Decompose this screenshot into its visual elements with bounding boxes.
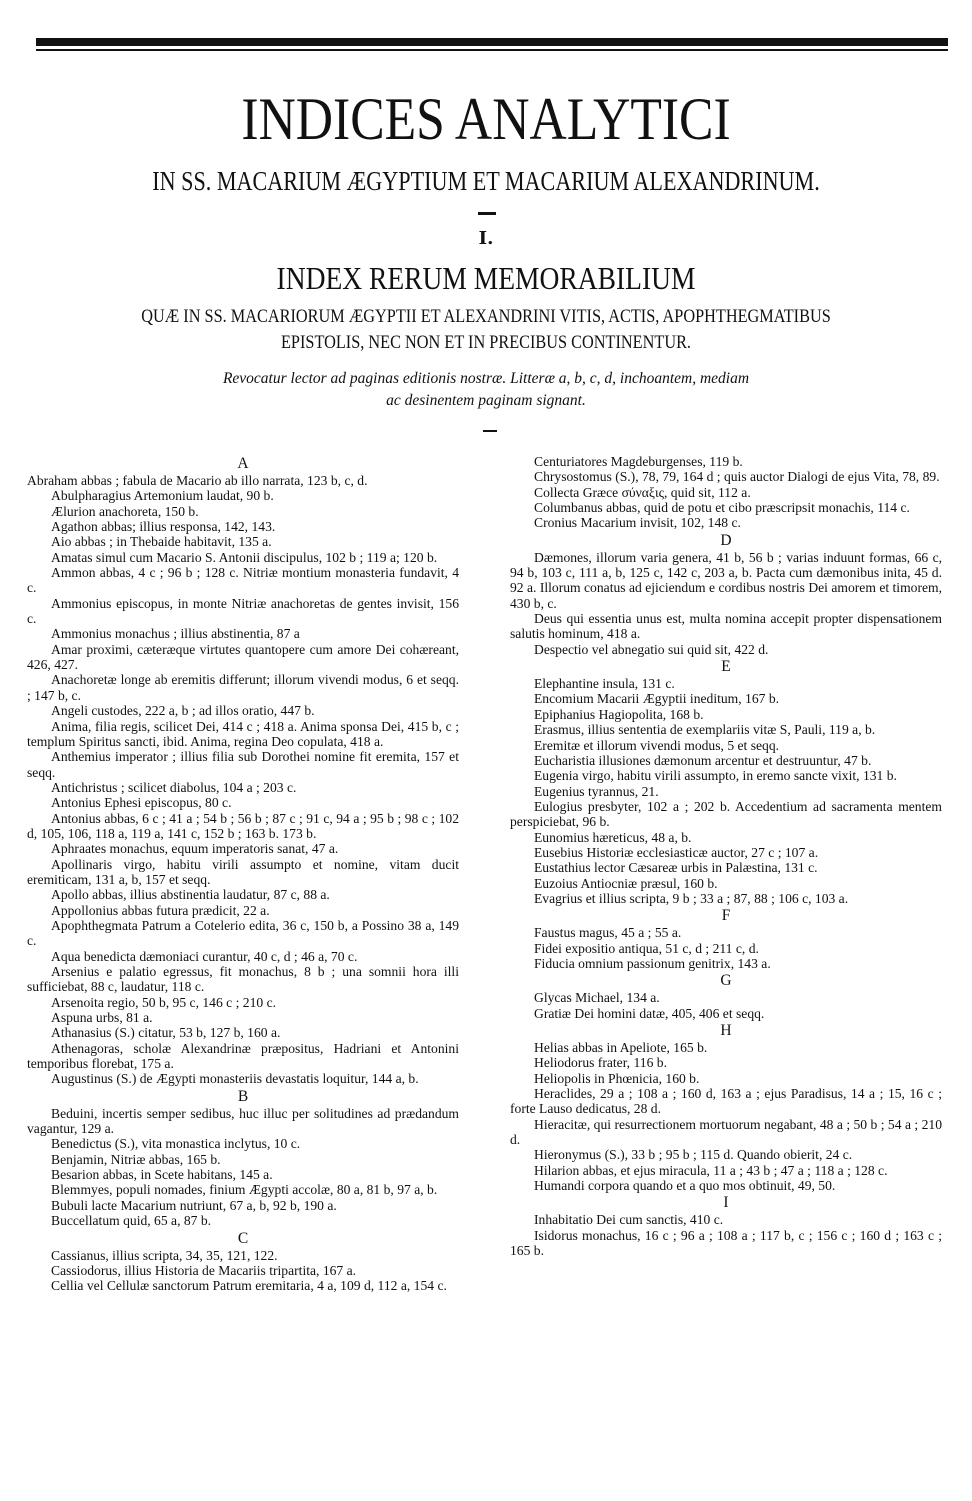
reader-note xyxy=(100,368,872,412)
index-entry: Apollinaris virgo, habitu virili assumpto et nomine, vitam ducit eremiticam, 131 a, b, 157 et seqq. xyxy=(27,856,459,887)
index-entry: Cassianus, illius scripta, 34, 35, 121, 122. xyxy=(51,1247,278,1263)
index-entry: Antichristus ; scilicet diabolus, 104 a ; 203 c. xyxy=(51,779,297,795)
index-entry: Buccellatum quid, 65 a, 87 b. xyxy=(51,1213,212,1229)
section-letter: I xyxy=(723,1194,729,1212)
index-entry: Eugenia virgo, habitu virili assumpto, in eremo sancte vixit, 131 b. xyxy=(534,768,897,784)
section-numeral: I. xyxy=(478,228,494,249)
index-entry: Amatas simul cum Macario S. Antonii discipulus, 102 b ; 119 a; 120 b. xyxy=(51,549,438,565)
index-entry: Heraclides, 29 a ; 108 a ; 160 d, 163 a ; ejus Paradisus, 14 a ; 15, 16 c ; forte Lauso dedicatus, 28 d. xyxy=(510,1086,942,1117)
divider-dash-small xyxy=(483,430,497,432)
index-description xyxy=(58,304,913,356)
index-entry: Athenagoras, scholæ Alexandrinæ præpositus, Hadriani et Antonini temporibus florebat, 175 a. xyxy=(27,1040,459,1072)
index-entry: Arsenius e palatio egressus, fit monachus, 8 b ; una somnii hora illi sufficiebat, 88 c, laudatur, 118 c. xyxy=(27,964,459,995)
index-entry: Cronius Macarium invisit, 102, 148 c. xyxy=(534,515,741,531)
index-entry: Anachoretæ longe ab eremitis differunt; illorum vivendi modus, 6 et seqq. ; 147 b, c. xyxy=(27,672,459,703)
index-entry: Abraham abbas ; fabula de Macario ab illo narrata, 123 b, c, d. xyxy=(27,473,368,488)
index-entry: Centuriatores Magdeburgenses, 119 b. xyxy=(534,454,743,469)
section-letter: A xyxy=(237,455,249,472)
divider-dash xyxy=(478,212,496,215)
index-entry: Aqua benedicta dæmoniaci curantur, 40 c, d ; 46 a, 70 c. xyxy=(51,948,358,964)
index-entry: Ælurion anachoreta, 150 b. xyxy=(51,503,199,519)
index-entry: Benedictus (S.), vita monastica inclytus, 10 c. xyxy=(51,1136,301,1152)
index-entry: Benjamin, Nitriæ abbas, 165 b. xyxy=(51,1151,221,1167)
index-entry: Humandi corpora quando et a quo mos obtinuit, 49, 50. xyxy=(534,1178,836,1194)
reader-note-line-2: ac desinentem paginam signant. xyxy=(386,392,586,409)
top-rule-thick xyxy=(36,38,948,46)
index-entry: Fiducia omnium passionum genitrix, 143 a. xyxy=(534,955,771,971)
index-entry: Eunomius hæreticus, 48 a, b. xyxy=(534,829,692,845)
index-entry: Hieronymus (S.), 33 b ; 95 b ; 115 d. Quando obierit, 24 c. xyxy=(534,1147,853,1163)
index-entry: Eremitæ et illorum vivendi modus, 5 et seqq. xyxy=(534,737,780,753)
index-entry: Amar proximi, cæteræque virtutes quantopere cum amore Dei cohæreant, 426, 427. xyxy=(27,641,459,673)
index-entry: Besarion abbas, in Scete habitans, 145 a. xyxy=(51,1167,273,1183)
index-entry: Agathon abbas; illius responsa, 142, 143. xyxy=(51,519,276,535)
index-entry: Eugenius tyrannus, 21. xyxy=(534,783,659,799)
index-entry: Heliopolis in Phœnicia, 160 b. xyxy=(534,1070,700,1086)
reader-note-line-1: Revocatur lector ad paginas editionis nostræ. Litteræ a, b, c, d, inchoantem, mediam xyxy=(222,370,750,387)
section-letter: G xyxy=(720,972,732,990)
index-entry: Eustathius lector Cæsareæ urbis in Palæstina, 131 c. xyxy=(534,860,818,876)
index-entry: Encomium Macarii Ægyptii ineditum, 167 b. xyxy=(534,691,780,707)
section-letter: H xyxy=(720,1022,732,1039)
index-entry: Angeli custodes, 222 a, b ; ad illos oratio, 447 b. xyxy=(51,703,315,719)
index-entry: Ammon abbas, 4 c ; 96 b ; 128 c. Nitriæ montium monasteria fundavit, 4 c. xyxy=(27,565,459,596)
index-entry: Heliodorus frater, 116 b. xyxy=(534,1055,667,1071)
index-entry: Antonius Ephesi episcopus, 80 c. xyxy=(51,795,232,811)
index-entry: Faustus magus, 45 a ; 55 a. xyxy=(534,925,682,941)
page-subtitle: IN SS. MACARIUM ÆGYPTIUM ET MACARIUM ALEXANDRINUM. xyxy=(152,166,820,196)
index-entry: Chrysostomus (S.), 78, 79, 164 d ; quis auctor Dialogi de ejus Vita, 78, 89. xyxy=(534,469,940,485)
index-entry: Aspuna urbs, 81 a. xyxy=(51,1010,153,1026)
index-entry: Anima, filia regis, scilicet Dei, 414 c ; 418 a. Anima sponsa Dei, 415 b, c ; templum Spiritus sancti, ibid. Anima, regina Deo copulata, 418 a. xyxy=(27,718,459,749)
index-entry: Euzoius Antiocniæ præsul, 160 b. xyxy=(534,875,718,891)
index-description-line-1: QUÆ IN SS. MACARIORUM ÆGYPTII ET ALEXANDRINI VITIS, ACTIS, APOPHTHEGMATIBUS xyxy=(141,307,831,327)
index-entry: Fidei expositio antiqua, 51 c, d ; 211 c, d. xyxy=(534,940,759,956)
index-entry: Elephantine insula, 131 c. xyxy=(534,676,675,692)
index-entry: Erasmus, illius sententia de exemplariis vitæ S, Pauli, 119 a, b. xyxy=(534,722,876,738)
index-entry: Antonius abbas, 6 c ; 41 a ; 54 b ; 56 b ; 87 c ; 91 c, 94 a ; 95 b ; 98 c ; 102 d, 105, 106, 118 a, 119 a, 141 c, 152 b ; 163 b. 173 b. xyxy=(27,810,459,841)
index-title: INDEX RERUM MEMORABILIUM xyxy=(276,260,696,296)
index-entry: Cassiodorus, illius Historia de Macariis tripartita, 167 a. xyxy=(51,1262,357,1278)
right-column xyxy=(510,454,942,1258)
index-entry: Arsenoita regio, 50 b, 95 c, 146 c ; 210 c. xyxy=(51,994,277,1010)
index-entry: Eucharistia illusiones dæmonum arcentur et destruuntur, 47 b. xyxy=(534,752,872,768)
index-entry: Despectio vel abnegatio sui quid sit, 422 d. xyxy=(534,641,769,657)
index-entry: Augustinus (S.) de Ægypti monasteriis devastatis loquitur, 144 a, b. xyxy=(51,1071,419,1087)
index-entry: Aphraates monachus, equum imperatoris sanat, 47 a. xyxy=(51,841,339,857)
index-entry: Abulpharagius Artemonium laudat, 90 b. xyxy=(51,488,274,504)
index-entry: Athanasius (S.) citatur, 53 b, 127 b, 160 a. xyxy=(51,1025,281,1041)
index-description-line-2: EPISTOLIS, NEC NON ET IN PRECIBUS CONTINENTUR. xyxy=(280,333,692,353)
index-entry: Ammonius episcopus, in monte Nitriæ anachoretas de gentes invisit, 156 c. xyxy=(27,595,459,627)
index-entry: Columbanus abbas, quid de potu et cibo præscripsit monachis, 114 c. xyxy=(534,500,910,516)
page-title: INDICES ANALYTICI xyxy=(241,86,731,152)
index-entry: Apophthegmata Patrum a Cotelerio edita, 36 c, 150 b, a Possino 38 a, 149 c. xyxy=(27,917,459,949)
index-entry: Deus qui essentia unus est, multa nomina accepit propter dispensationem salutis hominum, 418 a. xyxy=(510,611,942,642)
index-entry: Beduini, incertis semper sedibus, huc illuc per solitudines ad prædandum vagantur, 129 a. xyxy=(27,1105,459,1137)
index-entry: Gratiæ Dei homini datæ, 405, 406 et seqq. xyxy=(534,1005,765,1021)
index-entry: Dæmones, illorum varia genera, 41 b, 56 b ; varias induunt formas, 66 c, 94 b, 103 c, 111 a, b, 125 c, 142 c, 203 a, b. Pacta cum dæmonibus inita, 45 d. 92 a. Illorum conatus ad ejiciendum e cordibus nostris Dei amorem et timorem, 430 b, c. xyxy=(510,549,942,611)
index-entry: Eulogius presbyter, 102 a ; 202 b. Accedentium ad sacramenta mentem perspiciebat, 96 b. xyxy=(510,798,942,830)
index-entry: Glycas Michael, 134 a. xyxy=(534,990,660,1006)
index-entry: Eusebius Historiæ ecclesiasticæ auctor, 27 c ; 107 a. xyxy=(534,844,819,860)
index-entry: Cellia vel Cellulæ sanctorum Patrum eremitaria, 4 a, 109 d, 112 a, 154 c. xyxy=(51,1278,447,1294)
section-letter: C xyxy=(237,1229,249,1247)
index-entry: Helias abbas in Apeliote, 165 b. xyxy=(534,1040,708,1055)
index-entry: Epiphanius Hagiopolita, 168 b. xyxy=(534,706,704,722)
section-letter: F xyxy=(721,907,731,925)
index-entry: Inhabitatio Dei cum sanctis, 410 c. xyxy=(534,1212,724,1228)
top-rule-thin xyxy=(36,49,948,51)
left-column xyxy=(27,454,459,1294)
index-entry: Evagrius et illius scripta, 9 b ; 33 a ; 87, 88 ; 106 c, 103 a. xyxy=(534,890,849,906)
section-letter: D xyxy=(720,531,732,549)
index-entry: Anthemius imperator ; illius filia sub Dorothei nomine fit eremita, 157 et seqq. xyxy=(27,749,459,780)
index-entry: Blemmyes, populi nomades, finium Ægypti accolæ, 80 a, 81 b, 97 a, b. xyxy=(51,1182,438,1198)
index-entry: Hieracitæ, qui resurrectionem mortuorum negabant, 48 a ; 50 b ; 54 a ; 210 d. xyxy=(510,1116,942,1148)
index-entry: Collecta Græce σύναξις, quid sit, 112 a. xyxy=(534,484,751,500)
index-entry: Isidorus monachus, 16 c ; 96 a ; 108 a ; 117 b, c ; 156 c ; 160 d ; 163 c ; 165 b. xyxy=(510,1227,942,1259)
index-entry: Appollonius abbas futura prædicit, 22 a. xyxy=(51,902,270,918)
section-letter: B xyxy=(237,1087,249,1105)
index-entry: Apollo abbas, illius abstinentia laudatur, 87 c, 88 a. xyxy=(51,887,330,903)
index-entry: Aio abbas ; in Thebaide habitavit, 135 a. xyxy=(51,534,272,550)
section-letter: E xyxy=(721,658,731,676)
index-entry: Hilarion abbas, et ejus miracula, 11 a ; 43 b ; 47 a ; 118 a ; 128 c. xyxy=(534,1162,888,1178)
index-entry: Bubuli lacte Macarium nutriunt, 67 a, b, 92 b, 190 a. xyxy=(51,1197,337,1213)
index-entry: Ammonius monachus ; illius abstinentia, 87 a xyxy=(51,626,300,642)
